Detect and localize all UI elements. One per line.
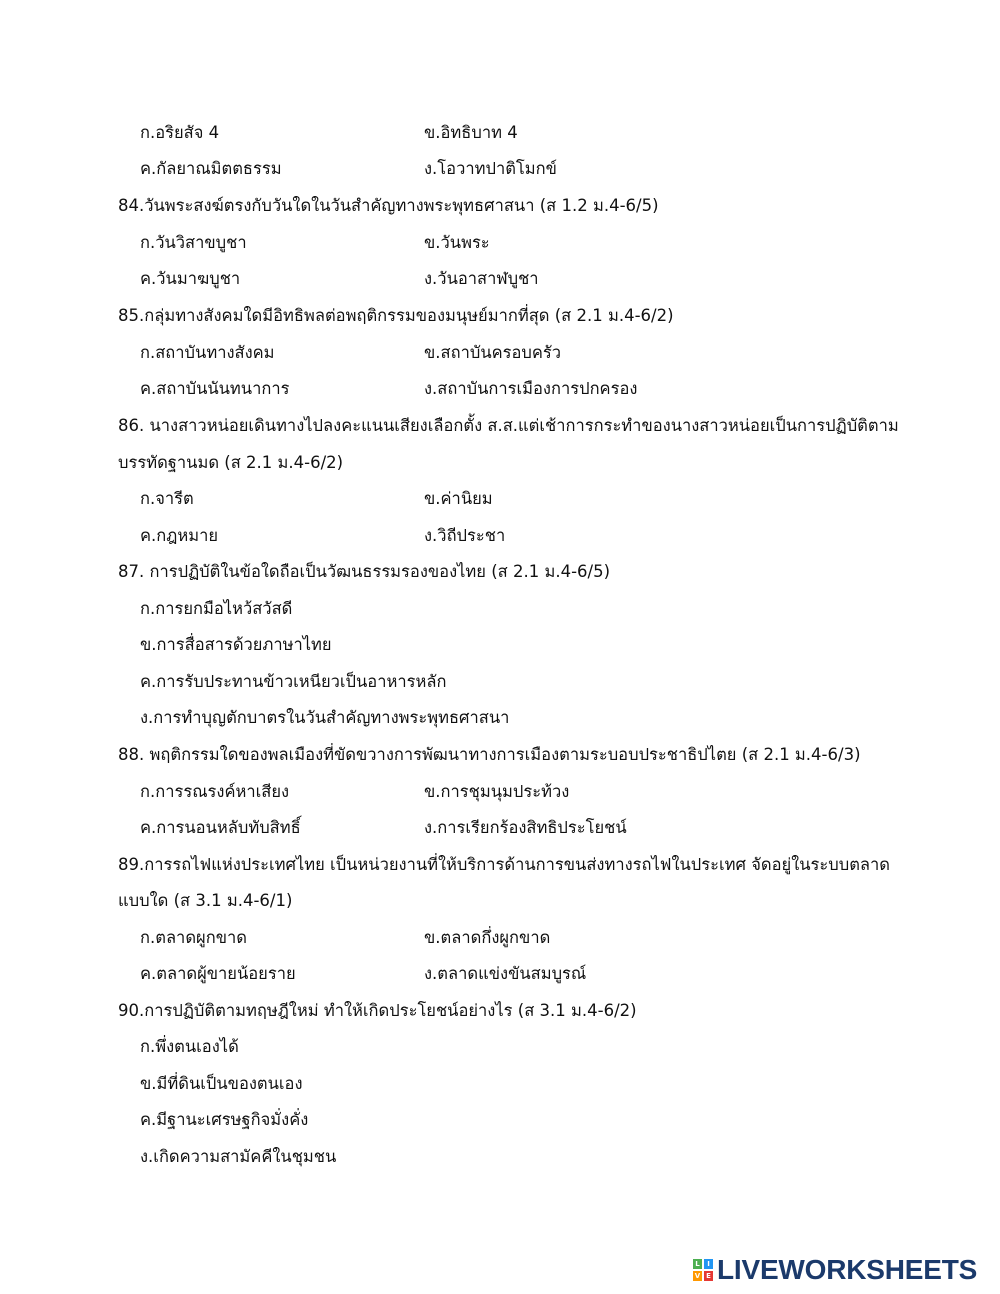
answer-option: ค.สถาบันนันทนาการ: [140, 379, 290, 398]
logo-cell: I: [704, 1259, 713, 1269]
answer-option: ข.มีที่ดินเป็นของตนเอง: [140, 1074, 303, 1093]
answer-option: ค.วันมาฆบูชา: [140, 269, 241, 288]
answer-option: ข.ตลาดกึ่งผูกขาด: [424, 928, 551, 947]
question-text: 90.การปฏิบัติตามทฤษฎีใหม่ ทำให้เกิดประโยชน์อย่างไร (ส 3.1 ม.4-6/2): [118, 1001, 637, 1020]
answer-option: ง.การทำบุญตักบาตรในวันสำคัญทางพระพุทธศาสนา: [140, 708, 510, 727]
liveworksheets-logo: [693, 1256, 977, 1284]
answer-option: ก.สถาบันทางสังคม: [140, 343, 275, 362]
question-text: 87. การปฏิบัติในข้อใดถือเป็นวัฒนธรรมรองของไทย (ส 2.1 ม.4-6/5): [118, 562, 611, 581]
logo-cell: E: [704, 1271, 713, 1281]
answer-option: ก.วันวิสาขบูชา: [140, 233, 247, 252]
question-text-continued: แบบใด (ส 3.1 ม.4-6/1): [118, 891, 293, 910]
answer-option: ข.การชุมนุมประท้วง: [424, 782, 570, 801]
answer-option: ค.กฎหมาย: [140, 526, 219, 545]
logo-cell: V: [694, 1272, 701, 1280]
answer-option: ค.กัลยาณมิตตธรรม: [140, 159, 282, 178]
answer-option: ง.วันอาสาฬบูชา: [424, 269, 539, 288]
answer-option: ง.โอวาทปาติโมกข์: [424, 159, 557, 178]
answer-option: ข.วันพระ: [424, 233, 490, 252]
answer-option: ก.ตลาดผูกขาด: [140, 928, 247, 947]
logo-cell: L: [693, 1259, 702, 1269]
answer-option: ง.เกิดความสามัคคีในชุมชน: [140, 1147, 337, 1166]
question-text: 88. พฤติกรรมใดของพลเมืองที่ขัดขวางการพัฒนาทางการเมืองตามระบอบประชาธิปไตย (ส 2.1 ม.4-6/3): [118, 745, 861, 764]
answer-option: ก.จารีต: [140, 489, 194, 508]
answer-option: ค.การนอนหลับทับสิทธิ์: [140, 818, 301, 837]
logo-text: LIVEWORKSHEETS: [717, 1254, 978, 1285]
answer-option: ข.ค่านิยม: [424, 489, 493, 508]
answer-option: ค.ตลาดผู้ขายน้อยราย: [140, 964, 296, 983]
answer-option: ข.อิทธิบาท 4: [424, 123, 518, 142]
answer-option: ง.ตลาดแข่งขันสมบูรณ์: [424, 964, 587, 983]
answer-option: ก.การยกมือไหว้สวัสดี: [140, 599, 293, 618]
answer-option: ง.สถาบันการเมืองการปกครอง: [424, 379, 638, 398]
question-text: 89.การรถไฟแห่งประเทศไทย เป็นหน่วยงานที่ให้บริการด้านการขนส่งทางรถไฟในประเทศ จัดอยู่ในระบบตลาด: [118, 855, 891, 874]
question-text: 84.วันพระสงฆ์ตรงกับวันใดในวันสำคัญทางพระพุทธศาสนา (ส 1.2 ม.4-6/5): [118, 196, 659, 215]
question-text-continued: บรรทัดฐานมด (ส 2.1 ม.4-6/2): [118, 453, 344, 472]
answer-option: ง.การเรียกร้องสิทธิประโยชน์: [424, 818, 627, 837]
answer-option: ก.พึ่งตนเองได้: [140, 1037, 239, 1056]
answer-option: ค.การรับประทานข้าวเหนียวเป็นอาหารหลัก: [140, 672, 447, 691]
answer-option: ก.อริยสัจ 4: [140, 123, 220, 142]
answer-option: ง.วิถีประชา: [424, 526, 506, 545]
answer-option: ก.การรณรงค์หาเสียง: [140, 782, 290, 801]
answer-option: ข.สถาบันครอบครัว: [424, 343, 562, 362]
answer-option: ค.มีฐานะเศรษฐกิจมั่งคั่ง: [140, 1110, 309, 1129]
question-text: 85.กลุ่มทางสังคมใดมีอิทธิพลต่อพฤติกรรมของมนุษย์มากที่สุด (ส 2.1 ม.4-6/2): [118, 306, 674, 325]
question-text: 86. นางสาวหน่อยเดินทางไปลงคะแนนเสียงเลือกตั้ง ส.ส.แต่เช้าการกระทำของนางสาวหน่อยเป็นการปฏิบัติตาม: [118, 416, 899, 435]
logo-icon: [693, 1259, 713, 1281]
answer-option: ข.การสื่อสารด้วยภาษาไทย: [140, 635, 332, 654]
